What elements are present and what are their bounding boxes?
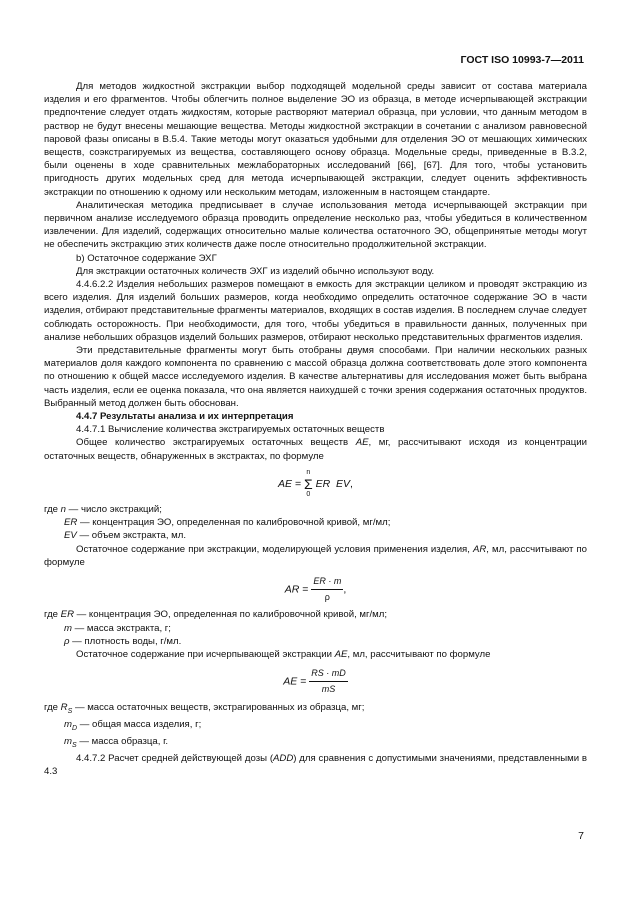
formula-ae-ratio: AE = $\frac{RS \cdot mD}{mS}$	[283, 668, 346, 695]
sum-operator: n Σ 0	[304, 468, 313, 498]
paragraph: 4.4.6.2.2 Изделия небольших размеров помещают в емкость для экстракции целиком и проводят экстракцию из всего изделия. Для изделий больших размеров, когда необходимо определить остаточное содержание ЭО в части изделия, отбирают представительные фрагменты материалов, входящих в состав изделия. В последнем случае следует соблюдать осторожность. При необходимости, для того, чтобы убедиться в правильности данных, полученных при анализе небольших образцов изделий больших размеров, отбирают несколько представительных фрагментов изделия.	[44, 279, 587, 343]
page-number: 7	[578, 830, 584, 842]
paragraph: Эти представительные фрагменты могут быть отобраны двумя способами. При наличии нескольких разных материалов доля каждого компонента по сравнению с массой образца должна соответствовать доле этого компонента по отношению к общей массе исследуемого изделия. В качестве альтернативы для исследования может быть выбрана часть изделия, если ее оценка показала, что она является наихудшей с точки зрения содержания остаточных продуктов. Выбранный метод должен быть обоснован.	[44, 345, 587, 409]
legend-item: m — масса экстракта, г;	[64, 622, 171, 634]
legend-item: $m_S$ — масса образца, г.	[64, 735, 169, 749]
document-header: ГОСТ ISO 10993-7—2011	[460, 54, 584, 66]
paragraph: 4.4.7.2 Расчет средней действующей дозы (ADD) для сравнения с допустимыми значениями, представленными в 4.3	[44, 752, 587, 778]
formula-ae-sum: AE = n Σ 0 ER EV,	[278, 468, 353, 498]
section-heading: 4.4.7 Результаты анализа и их интерпретация	[76, 411, 294, 423]
page-body	[44, 80, 587, 778]
paragraph: Для экстракции остаточных количеств ЭХГ из изделий обычно используют воду.	[76, 265, 435, 277]
legend-item: где ER — концентрация ЭО, определенная по калибровочной кривой, мг/мл;	[44, 609, 388, 621]
paragraph: Аналитическая методика предписывает в случае использования метода исчерпывающей экстракции при первичном анализе исследуемого образца проводить определение несколько раз, чтобы убедиться в количественном извлечении. Для изделий, содержащих относительно малые количества остаточного ЭО, общепринятые методы могут не обеспечить экстракцию этих количеств даже после относительно продолжительной экстракции.	[44, 199, 587, 251]
legend-item: где n — число экстракций;	[44, 503, 162, 515]
legend-list-3	[44, 701, 587, 752]
legend-item: EV — объем экстракта, мл.	[64, 530, 187, 542]
legend-item: где $R_S$ — масса остаточных веществ, экстрагированных из образца, мг;	[44, 701, 365, 715]
paragraph: Общее количество экстрагируемых остаточных веществ AE, мг, рассчитывают исходя из концентрации остаточных веществ, обнаруженных в экстрактах, по формуле	[44, 437, 587, 462]
legend-list-2	[44, 608, 587, 648]
paragraph: Остаточное содержание при экстракции, моделирующей условия применения изделия, AR, мл, рассчитывают по формуле	[44, 543, 588, 568]
legend-item: $m_D$ — общая масса изделия, г;	[64, 718, 202, 732]
subsection-heading: b) Остаточное содержание ЭХГ	[76, 252, 217, 264]
formula-ar: AR = $\frac{ER \cdot m}{\rho}$ ,	[284, 575, 347, 603]
paragraph: Остаточное содержание при исчерпывающей экстракции AE, мл, рассчитывают по формуле	[76, 648, 491, 660]
legend-item: ρ — плотность воды, г/мл.	[64, 635, 182, 647]
legend-list-1	[44, 503, 587, 543]
subsection-heading: 4.4.7.1 Вычисление количества экстрагируемых остаточных веществ	[76, 424, 385, 436]
legend-item: ER — концентрация ЭО, определенная по калибровочной кривой, мг/мл;	[64, 517, 391, 529]
paragraph: Для методов жидкостной экстракции выбор подходящей модельной среды зависит от состава материала изделия и его фрагментов. Чтобы облегчить полное выделение ЭО из образца, в методе исчерпывающей экстракции предпочтение следует отдать жидкостям, которые растворяют материал образца, при условии, что данным методом в раствор не будут внесены мешающие вещества. Методы жидкостной экстракции в сочетании с анализом равновесной паровой фазы описаны в В.5.4. Такие методы могут оказаться удобными для отделения ЭО от мешающих химических веществ, соэкстрагируемых из вещества, составляющего основу образца. Модельные среды, приведенные в В.3.2, были оценены в ходе сравнительных межлабораторных исследований [66], [67]. Для того, чтобы установить пригодность других модельных сред для метода исчерпывающей экстракции, следует оценить эффективность экстракции по отношению к одному или нескольким методам, изложенным в настоящем стандарте.	[44, 81, 587, 198]
